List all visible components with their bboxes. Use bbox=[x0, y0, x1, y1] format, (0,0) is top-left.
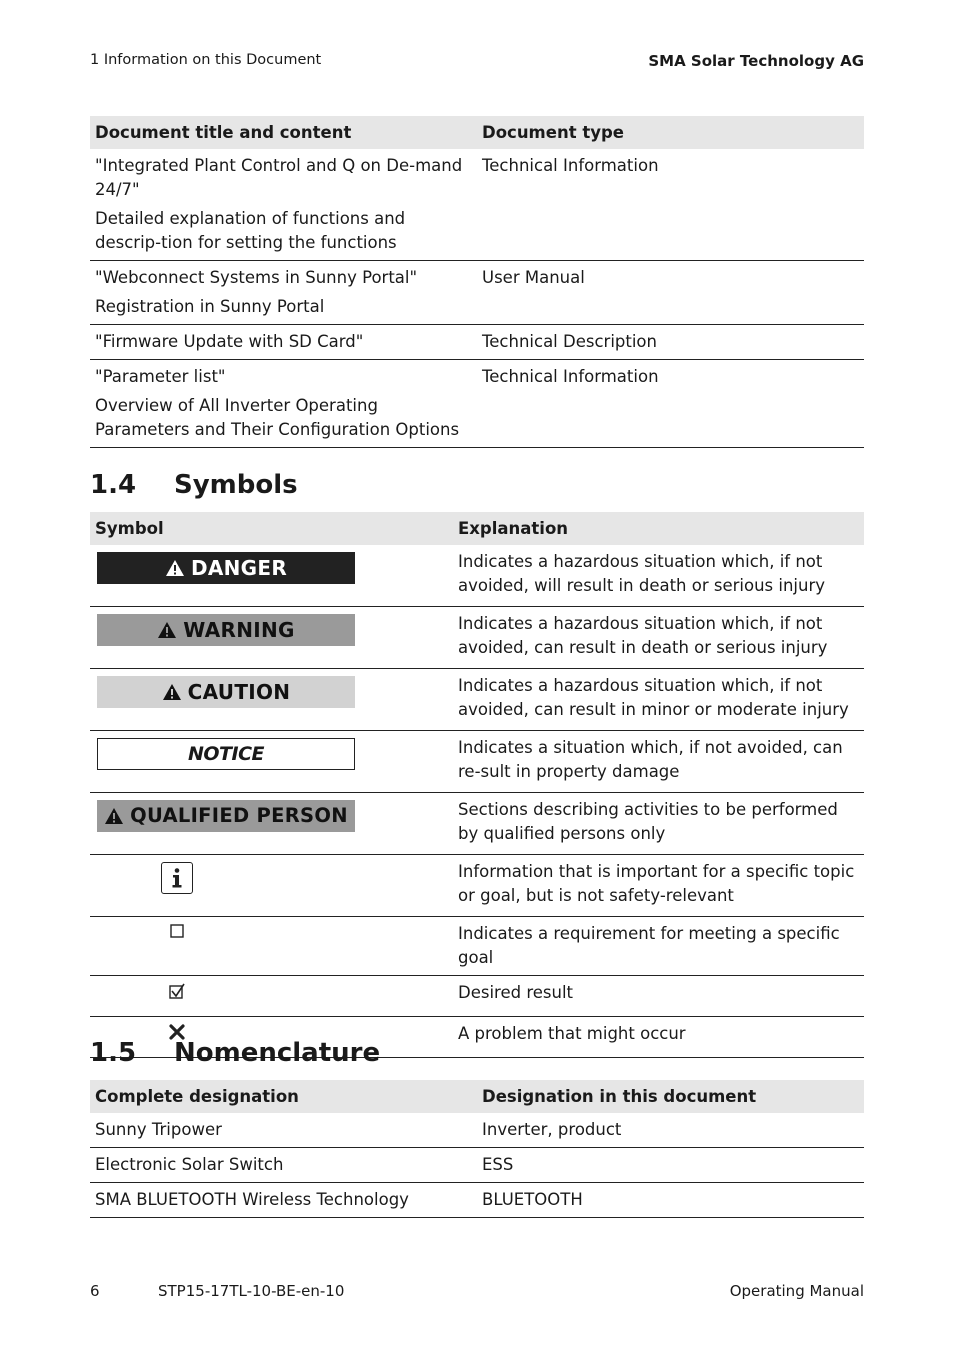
table-row bbox=[90, 545, 864, 607]
checked-checkbox-icon bbox=[169, 983, 185, 999]
table-row bbox=[90, 325, 864, 360]
short-designation: ESS bbox=[477, 1148, 864, 1183]
badge-label: CAUTION bbox=[187, 680, 291, 704]
table-row bbox=[90, 1148, 864, 1183]
table-row bbox=[90, 607, 864, 669]
symbol-explanation: Indicates a hazardous situation which, if not avoided, can result in minor or moderate injury bbox=[453, 669, 864, 731]
column-header-symbol: Symbol bbox=[90, 512, 453, 545]
document-type: Technical Information bbox=[477, 149, 864, 261]
running-footer bbox=[90, 1282, 864, 1302]
nomenclature-table bbox=[90, 1080, 864, 1218]
warning-badge bbox=[97, 614, 355, 646]
document-type-label: Operating Manual bbox=[729, 1282, 864, 1300]
document-title: "Parameter list" bbox=[95, 367, 226, 386]
warning-triangle-icon bbox=[162, 683, 182, 701]
table-row bbox=[90, 793, 864, 855]
document-type: User Manual bbox=[477, 261, 864, 325]
section-heading-symbols bbox=[90, 468, 298, 502]
table-row bbox=[90, 855, 864, 917]
badge-label: NOTICE bbox=[187, 743, 264, 765]
table-header-row bbox=[90, 116, 864, 149]
header-chapter: 1 Information on this Document bbox=[90, 52, 322, 68]
document-content: Registration in Sunny Portal bbox=[95, 297, 325, 316]
symbol-explanation: Sections describing activities to be performed by qualified persons only bbox=[453, 793, 864, 855]
document-title: "Webconnect Systems in Sunny Portal" bbox=[95, 268, 418, 287]
warning-triangle-icon bbox=[157, 621, 177, 639]
section-heading-nomenclature bbox=[90, 1036, 380, 1070]
section-title: Nomenclature bbox=[174, 1038, 381, 1068]
document-type: Technical Description bbox=[477, 325, 864, 360]
section-number: 1.4 bbox=[90, 470, 137, 500]
table-row bbox=[90, 1183, 864, 1218]
table-row bbox=[90, 669, 864, 731]
table-row bbox=[90, 149, 864, 261]
symbol-explanation: Indicates a situation which, if not avoided, can re-sult in property damage bbox=[453, 731, 864, 793]
warning-triangle-icon bbox=[165, 559, 185, 577]
table-header-row bbox=[90, 1080, 864, 1113]
column-header-title: Document title and content bbox=[90, 116, 477, 149]
running-header bbox=[90, 52, 864, 72]
symbol-explanation: Desired result bbox=[453, 976, 864, 1017]
warning-triangle-icon bbox=[104, 807, 124, 825]
notice-badge bbox=[97, 738, 355, 770]
symbol-explanation: Indicates a hazardous situation which, if not avoided, will result in death or serious injury bbox=[453, 545, 864, 607]
table-row bbox=[90, 360, 864, 448]
document-title: "Firmware Update with SD Card" bbox=[95, 332, 364, 351]
table-row bbox=[90, 976, 864, 1017]
section-title: Symbols bbox=[174, 470, 298, 500]
document-content: Overview of All Inverter Operating Parameters and Their Configuration Options bbox=[95, 396, 460, 439]
complete-designation: Sunny Tripower bbox=[90, 1113, 477, 1148]
symbol-explanation: Indicates a hazardous situation which, if not avoided, can result in death or serious injury bbox=[453, 607, 864, 669]
table-row bbox=[90, 1113, 864, 1148]
page-number: 6 bbox=[90, 1282, 100, 1300]
badge-label: DANGER bbox=[190, 556, 288, 580]
badge-label: QUALIFIED PERSON bbox=[130, 804, 348, 827]
column-header-short: Designation in this document bbox=[477, 1080, 864, 1113]
section-number: 1.5 bbox=[90, 1038, 137, 1068]
empty-checkbox-icon bbox=[170, 924, 184, 938]
document-title: "Integrated Plant Control and Q on De-mand 24/7" bbox=[95, 156, 463, 199]
table-row bbox=[90, 731, 864, 793]
complete-designation: SMA BLUETOOTH Wireless Technology bbox=[90, 1183, 477, 1218]
document-code: STP15-17TL-10-BE-en-10 bbox=[158, 1282, 345, 1300]
table-row bbox=[90, 261, 864, 325]
qualified-person-badge bbox=[97, 800, 355, 832]
table-row bbox=[90, 917, 864, 976]
caution-badge bbox=[97, 676, 355, 708]
symbol-explanation: Information that is important for a specific topic or goal, but is not safety-relevant bbox=[453, 855, 864, 917]
badge-label: WARNING bbox=[183, 618, 295, 642]
table-header-row bbox=[90, 512, 864, 545]
short-designation: Inverter, product bbox=[477, 1113, 864, 1148]
symbols-table bbox=[90, 512, 864, 1058]
symbol-explanation: Indicates a requirement for meeting a specific goal bbox=[453, 917, 864, 976]
header-company: SMA Solar Technology AG bbox=[648, 52, 864, 70]
symbol-explanation: A problem that might occur bbox=[453, 1017, 864, 1058]
column-header-explanation: Explanation bbox=[453, 512, 864, 545]
document-content: Detailed explanation of functions and descrip-tion for setting the functions bbox=[95, 209, 406, 252]
column-header-complete: Complete designation bbox=[90, 1080, 477, 1113]
documents-table bbox=[90, 116, 864, 448]
column-header-type: Document type bbox=[477, 116, 864, 149]
document-type: Technical Information bbox=[477, 360, 864, 448]
complete-designation: Electronic Solar Switch bbox=[90, 1148, 477, 1183]
short-designation: BLUETOOTH bbox=[477, 1183, 864, 1218]
info-icon bbox=[161, 862, 193, 894]
danger-badge bbox=[97, 552, 355, 584]
